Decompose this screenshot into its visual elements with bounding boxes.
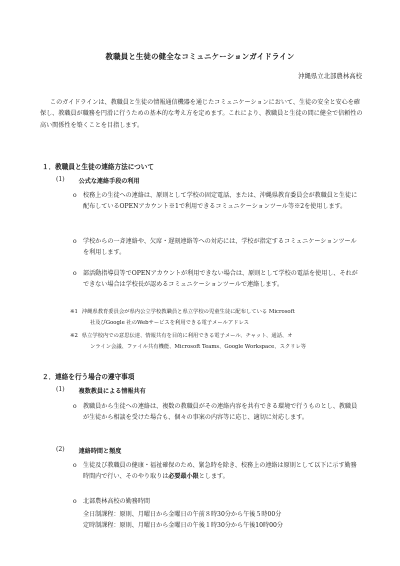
section-1-sub-1 (56, 176, 140, 185)
footnote (70, 307, 370, 329)
section-1-heading: １．教職員と生徒の連絡方法について (42, 163, 154, 171)
footnote-continuation: ンライン会議、ファイル共有機能、Microsoft Teams、Google Workspace、スクリレ等 (90, 343, 307, 350)
bullet-icon: o (73, 462, 77, 469)
hours-fulltime: 全日制課程：原則、月曜日から金曜日の午前８時30分から午後５時00分 (83, 511, 282, 518)
list-item (73, 401, 360, 424)
bullet-text: 北部農林高校の勤務時間 (83, 498, 151, 505)
bullet-text-pre: 生徒及び教職員の健康・福祉確保のため、緊急時を除き、校務上の連絡は原則として以下に示す勤務時間内で行い、そのやり取りは (83, 462, 357, 481)
bullet-text: 校務上の生徒への連絡は、原則として学校の固定電話、または、沖縄県教育委員会が教職員と生徒に配布しているOPENアカウント※1で利用できるコミュニケーションツール等※2を使用します。 (83, 192, 358, 211)
section-2-sub-1 (56, 386, 146, 395)
bullet-icon: o (73, 192, 77, 199)
hours-parttime: 定時制課程：原則、月曜日から金曜日の午後１時30分から午後10時00分 (83, 522, 283, 530)
school-name: 沖縄県立北部農林高校 (298, 72, 362, 80)
list-item (73, 236, 360, 259)
footnote-text: 県立学校内での意思伝達、情報共有を目的に利用できる電子メール、チャット、通話、オ (81, 333, 293, 339)
footnote (70, 331, 370, 353)
bullet-icon: o (73, 238, 77, 245)
bullet-icon: o (73, 498, 77, 505)
section-2-heading: ２．連絡を行う場合の遵守事項 (42, 373, 135, 381)
bullet-text-post: とします。 (198, 473, 229, 481)
bullet-text: 教職員から生徒への連絡は、複数の教職員がその連絡内容を共有できる環境で行うものとし、教職員が生徒から相談を受けた場合も、個々の事案の内容等に応じ、適切に対応します。 (83, 403, 358, 422)
list-item (73, 496, 360, 507)
document-title: 教職員と生徒の健全なコミュニケーションガイドライン (105, 52, 295, 61)
footnote-tag: ※1 (70, 309, 78, 315)
bullet-icon: o (73, 270, 77, 277)
intro-paragraph: このガイドラインは、教職員と生徒の情報通信機器を通じたコミュニケーションにおいて、生徒の安全と安心を確保し、教職員が職務を円滑に行うための基本的な考え方を定めます。これにより、教職員と生徒の間に健全で信頼性の高い関係性を築くことを目指します。 (40, 99, 363, 129)
sub-number: (1) (56, 386, 65, 393)
footnote-tag: ※2 (70, 333, 78, 339)
sub-number: (1) (56, 176, 65, 183)
emphasis-text: 必要最小限 (168, 473, 199, 481)
sub-number: (2) (56, 446, 65, 453)
list-item (73, 268, 360, 291)
sub-label: 複数教員による情報共有 (78, 388, 146, 395)
bullet-icon: o (73, 403, 77, 410)
footnote-text: 沖縄県教育委員会が県内公立学校教職員と県立学校の児童生徒に配布している Microsoft (81, 309, 295, 315)
sub-label: 連絡時間と頻度 (78, 448, 122, 455)
working-hours (83, 509, 360, 532)
section-2-sub-2 (56, 446, 121, 455)
list-item (73, 460, 360, 483)
footnote-continuation: 社及びGoogle 社のWebサービスを利用できる電子メールアドレス (90, 319, 249, 326)
list-item (73, 190, 360, 213)
bullet-text: 部活動指導員等でOPENアカウントが利用できない場合は、原則として学校の電話を使用し、それができない場合は学校長が認めるコミュニケーションツールで連絡します。 (83, 270, 358, 289)
bullet-text: 学校からの一斉連絡や、欠席・遅刻連絡等への対応には、学校が指定するコミュニケーションツールを利用します。 (83, 238, 357, 257)
bullet-text (83, 460, 360, 483)
sub-label: 公式な連絡手段の利用 (78, 178, 140, 185)
